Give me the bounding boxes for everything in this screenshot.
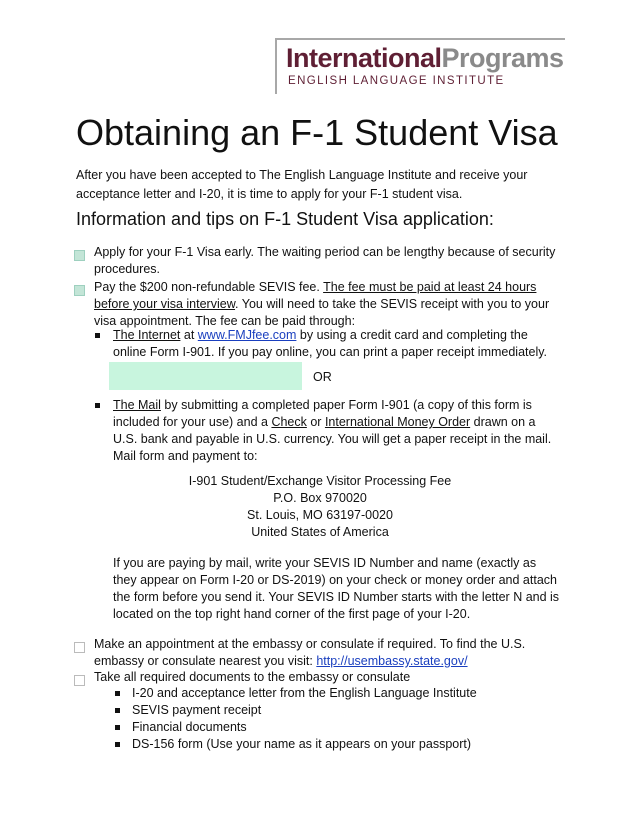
- internet-label: The Internet: [113, 328, 181, 342]
- sevis-fee-bold: Pay the $200 non-refundable SEVIS fee.: [94, 280, 320, 294]
- fmjfee-link[interactable]: www.FMJfee.com: [197, 328, 297, 342]
- mail-label: The Mail: [113, 398, 161, 412]
- money-order-term: International Money Order: [324, 415, 471, 429]
- checkbox-bullet-icon: [74, 642, 85, 653]
- logo-subtitle: ENGLISH LANGUAGE INSTITUTE: [288, 75, 505, 87]
- logo-divider-vertical: [275, 38, 277, 94]
- mail-payment-item: The Mail by submitting a completed paper Form I-901 (a copy of this form is included for your use) and a Check or International Money Order drawn on a U.S. bank and payable in U.S. currency. You will get a paper receipt in the mail. Mail form and payment to:: [113, 398, 552, 463]
- document-item: DS-156 form (Use your name as it appears on your passport): [132, 737, 472, 751]
- intro-paragraph: After you have been accepted to The English Language Institute and receive your acceptance letter and I-20, it is time to apply for your F-1 student visa.: [76, 168, 528, 201]
- logo-divider-horizontal: [275, 38, 565, 40]
- mailing-address: [160, 473, 480, 541]
- sevis-fee-deadline: The fee must be paid at least 24 hours before your visa interview: [94, 280, 537, 311]
- logo-programs: Programs: [441, 43, 564, 73]
- square-bullet-icon: [95, 403, 100, 408]
- logo: [275, 38, 567, 96]
- apply-early-item: [94, 244, 564, 278]
- apply-early-text: The waiting period can be lengthy because of security procedures.: [94, 245, 556, 276]
- address-line: St. Louis, MO 63197-0020: [247, 508, 393, 522]
- check-term: Check: [271, 415, 307, 429]
- square-bullet-icon: [115, 725, 120, 730]
- bullet-icon: [74, 285, 85, 296]
- page-title: Obtaining an F-1 Student Visa: [76, 112, 558, 153]
- square-bullet-icon: [95, 333, 100, 338]
- usembassy-link[interactable]: http://usembassy.state.gov/: [316, 654, 468, 668]
- highlight-block: [109, 362, 302, 390]
- appointment-bold: Make an appointment: [94, 637, 215, 651]
- sevis-fee-text: . You will need to take the SEVIS receipt with you to your visa appointment. The fee can be paid through:: [94, 297, 550, 328]
- apply-early-bold: Apply for your F-1 Visa early.: [94, 245, 255, 259]
- checkbox-bullet-icon: [74, 675, 85, 686]
- address-line: P.O. Box 970020: [273, 491, 367, 505]
- document-item: Financial documents: [132, 720, 247, 734]
- internet-text: by using a credit card and completing the online Form I-901. If you pay online, you can print a paper receipt immediately.: [113, 328, 548, 359]
- documents-heading: Take all required documents to the embassy or consulate: [94, 670, 411, 684]
- document-item: SEVIS payment receipt: [132, 703, 262, 717]
- square-bullet-icon: [115, 691, 120, 696]
- section-heading: Information and tips on F-1 Student Visa application:: [76, 209, 494, 229]
- document-item: I-20 and acceptance letter from the English Language Institute: [132, 686, 477, 700]
- logo-wordmark: [286, 43, 564, 74]
- logo-international: International: [286, 43, 442, 73]
- bullet-icon: [74, 250, 85, 261]
- appointment-item: Make an appointment at the embassy or consulate if required. To find the U.S. embassy or consulate nearest you visit: http://usembassy.state.gov/: [94, 637, 526, 668]
- address-line: United States of America: [251, 525, 389, 539]
- square-bullet-icon: [115, 742, 120, 747]
- address-line: I-901 Student/Exchange Visitor Processing Fee: [188, 474, 452, 488]
- mail-note: If you are paying by mail, write your SEVIS ID Number and name (exactly as they appear on Form I-20 or DS-2019) on your check or money order and attach the form before you send it. Your SEVIS ID Number starts with the letter N and is located on the top right hand corner of the first page of your I-20.: [113, 556, 560, 621]
- sevis-fee-item: [94, 279, 564, 330]
- or-separator: OR: [313, 370, 332, 384]
- internet-payment-item: The Internet at www.FMJfee.com by using a credit card and completing the online Form I-901. If you pay online, you can print a paper receipt immediately.: [113, 328, 548, 359]
- square-bullet-icon: [115, 708, 120, 713]
